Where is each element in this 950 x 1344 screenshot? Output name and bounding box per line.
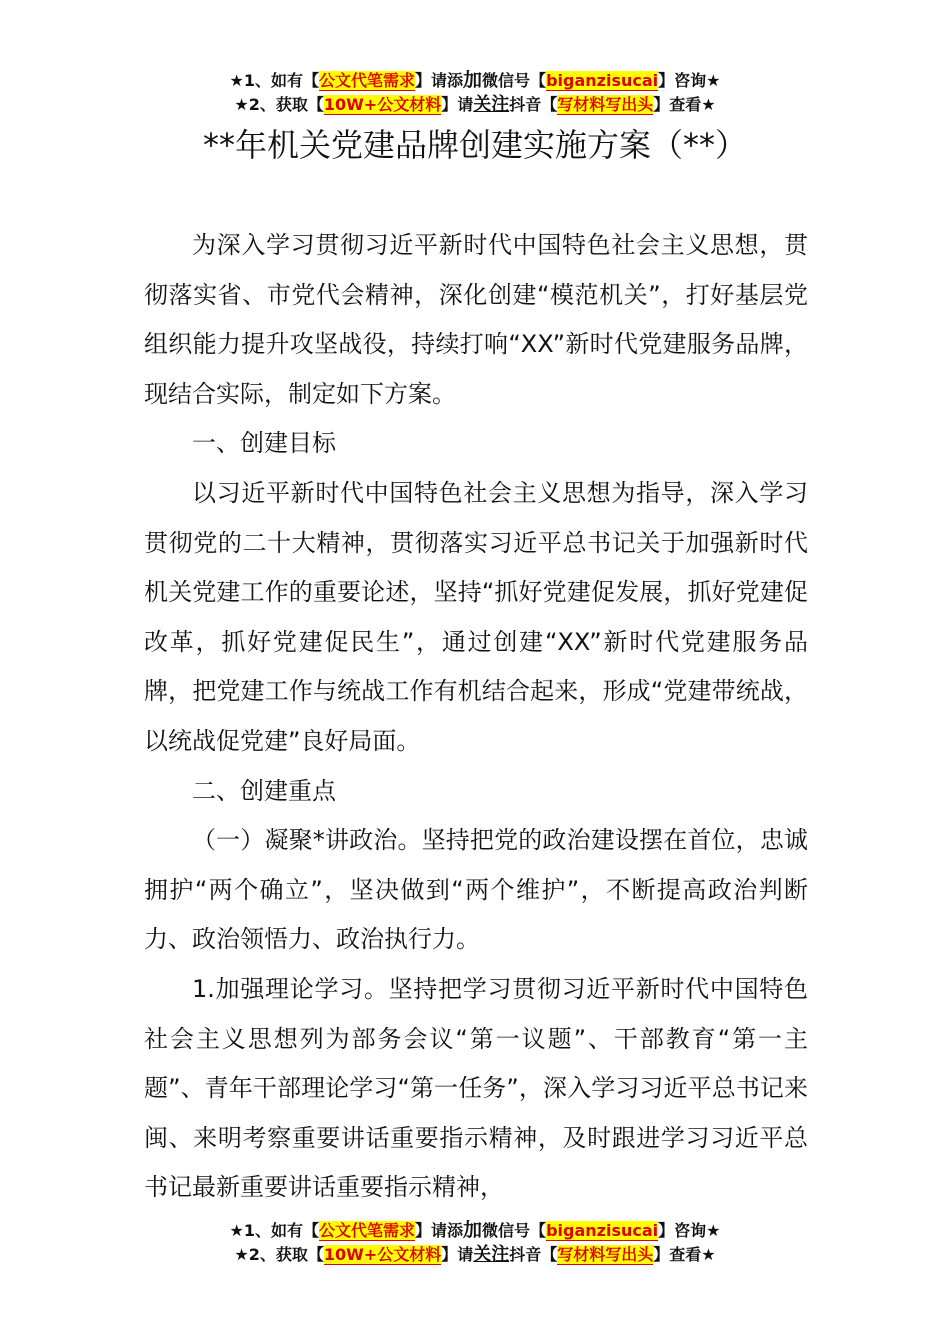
promo-line-1	[0, 1218, 950, 1243]
promo-highlight: 公文代笔需求	[319, 71, 416, 90]
promo-text: 】请	[441, 1245, 474, 1264]
promo-text: ★1、如有【	[229, 1221, 319, 1240]
promo-text: 抖音【	[509, 95, 558, 114]
promo-text: 】咨询★	[658, 1221, 721, 1240]
promo-banner-top	[0, 68, 950, 117]
promo-text: 】查看★	[653, 95, 716, 114]
promo-banner-bottom	[0, 1218, 950, 1267]
promo-text: 微信号【	[482, 71, 547, 90]
promo-text: 加	[463, 69, 483, 91]
promo-text: 加	[463, 1219, 483, 1241]
section-heading: 二、创建重点	[192, 776, 336, 805]
promo-highlight: 写材料写出头	[557, 95, 654, 114]
promo-text: 关注	[473, 1244, 510, 1265]
promo-highlight: biganzisucai	[546, 71, 659, 90]
intro-paragraph: 为深入学习贯彻习近平新时代中国特色社会主义思想，贯彻落实省、市党代会精神，深化创建“模范机关”，打好基层党组织能力提升攻坚战役，持续打响“XX”新时代党建服务品牌，现结合实际，制定如下方案。	[144, 231, 808, 408]
promo-text: 微信号【	[482, 1221, 547, 1240]
document-title: **年机关党建品牌创建实施方案（**）	[202, 126, 747, 164]
promo-text: 】查看★	[653, 1245, 716, 1264]
promo-line-1	[0, 68, 950, 93]
promo-highlight: 写材料写出头	[557, 1245, 654, 1264]
promo-highlight: biganzisucai	[546, 1221, 659, 1240]
promo-text: 】请添	[415, 1221, 464, 1240]
promo-line-2	[0, 1243, 950, 1267]
promo-highlight: 10W+公文材料	[323, 95, 442, 114]
body-paragraph: （一）凝聚*讲政治。坚持把党的政治建设摆在首位，忠诚拥护“两个确立”，坚决做到“两个维护”，不断提高政治判断力、政治领悟力、政治执行力。	[144, 826, 808, 954]
body-paragraph: 1.加强理论学习。坚持把学习贯彻习近平新时代中国特色社会主义思想列为部务会议“第一议题”、干部教育“第一主题”、青年干部理论学习“第一任务”，深入学习习近平总书记来闽、来明考察重要讲话重要指示精神，及时跟进学习习近平总书记最新重要讲话重要指示精神，	[144, 974, 808, 1202]
promo-highlight: 公文代笔需求	[319, 1221, 416, 1240]
promo-text: ★2、获取【	[234, 95, 324, 114]
promo-highlight: 10W+公文材料	[323, 1245, 442, 1264]
promo-text: ★1、如有【	[229, 71, 319, 90]
promo-text: 关注	[473, 94, 510, 115]
section-heading: 一、创建目标	[192, 429, 336, 458]
promo-text: 抖音【	[509, 1245, 558, 1264]
promo-text: 】请添	[415, 71, 464, 90]
body-paragraph: 以习近平新时代中国特色社会主义思想为指导，深入学习贯彻党的二十大精神，贯彻落实习近平总书记关于加强新时代机关党建工作的重要论述，坚持“抓好党建促发展，抓好党建促改革，抓好党建促民生”，通过创建“XX”新时代党建服务品牌，把党建工作与统战工作有机结合起来，形成“党建带统战，以统战促党建”良好局面。	[144, 478, 808, 755]
promo-line-2	[0, 93, 950, 117]
promo-text: ★2、获取【	[234, 1245, 324, 1264]
document-body	[144, 221, 808, 1213]
promo-text: 】请	[441, 95, 474, 114]
promo-text: 】咨询★	[658, 71, 721, 90]
